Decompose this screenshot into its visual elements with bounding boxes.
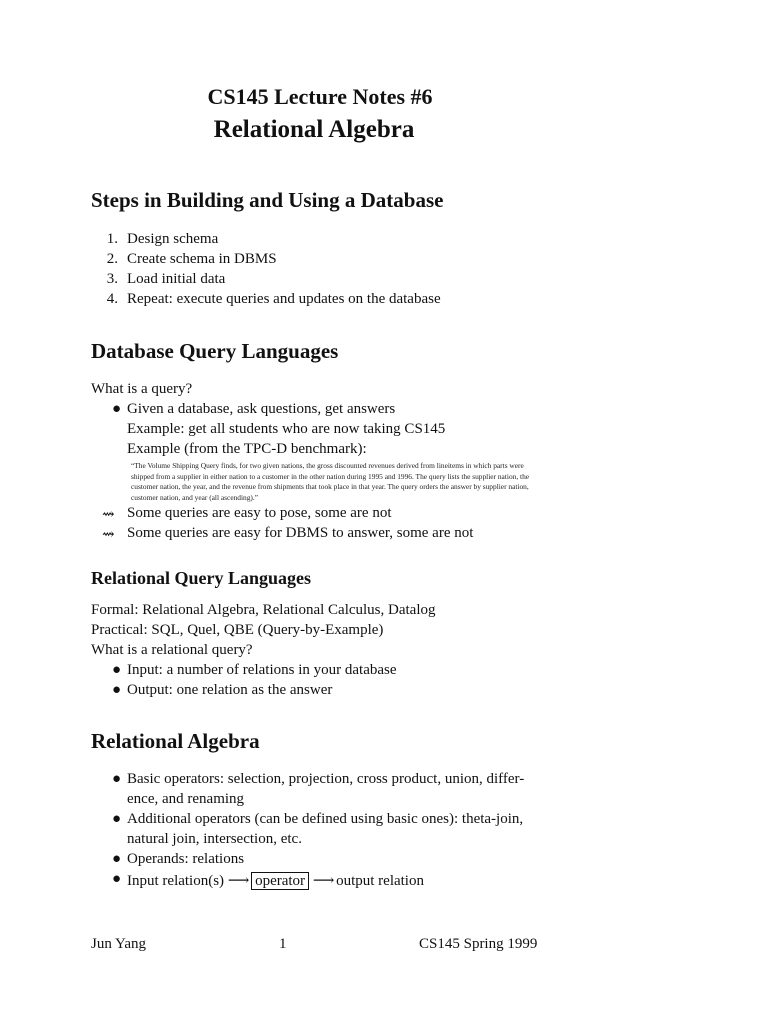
section-heading-steps: Steps in Building and Using a Database xyxy=(91,188,444,212)
footer-course: CS145 Spring 1999 xyxy=(419,936,538,952)
leads-to-icon: ⇝ xyxy=(102,507,115,523)
bullet-icon: ● xyxy=(112,401,122,417)
list-item: Create schema in DBMS xyxy=(127,251,277,267)
bullet-text-continued: natural join, intersection, etc. xyxy=(127,831,302,847)
bullet-text-continued: ence, and renaming xyxy=(127,791,245,807)
bullet-text: Input: a number of relations in your database xyxy=(127,662,397,678)
list-item: Repeat: execute queries and updates on the database xyxy=(127,291,441,307)
arrow-right-icon: ⟶ xyxy=(227,873,248,889)
arrow-right-icon: ⟶ xyxy=(312,873,333,889)
list-number: 2. xyxy=(106,251,118,267)
leads-to-icon: ⇝ xyxy=(102,527,115,543)
list-item: Load initial data xyxy=(127,271,226,287)
lecture-title: CS145 Lecture Notes #6 xyxy=(207,84,433,109)
footer-page-number: 1 xyxy=(279,936,287,952)
section-heading-relational-query: Relational Query Languages xyxy=(91,568,312,588)
note-text: Some queries are easy to pose, some are not xyxy=(127,505,392,521)
bullet-text: Output: one relation as the answer xyxy=(127,682,333,698)
list-item: Design schema xyxy=(127,231,219,247)
input-relation-label: Input relation(s) xyxy=(127,873,225,889)
bullet-icon: ● xyxy=(112,871,122,887)
example-text: Example: get all students who are now taking CS145 xyxy=(127,421,446,437)
example-text: Example (from the TPC-D benchmark): xyxy=(127,441,367,457)
output-relation-label: output relation xyxy=(336,873,424,889)
note-text: Some queries are easy for DBMS to answer, some are not xyxy=(127,525,474,541)
paragraph-text: What is a query? xyxy=(91,381,193,397)
paragraph-text: What is a relational query? xyxy=(91,642,253,658)
section-heading-query-languages: Database Query Languages xyxy=(91,339,339,363)
list-number: 4. xyxy=(106,291,118,307)
bullet-icon: ● xyxy=(112,682,122,698)
tpcd-quote: “The Volume Shipping Query finds, for two given nations, the gross discounted revenues derived from lineitems in which parts were shipped from a supplier in either nation to a customer in the other nation during 1995 and 1996. The query lists the supplier nation, the customer nation, the year, and the revenue from shipments that took place in that year. The query orders the answer by supplier nation, customer nation, and year (all ascending).” xyxy=(131,461,530,502)
section-heading-relational-algebra: Relational Algebra xyxy=(91,729,260,753)
lecture-subtitle: Relational Algebra xyxy=(213,116,415,143)
bullet-icon: ● xyxy=(112,851,122,867)
bullet-text: Basic operators: selection, projection, cross product, union, differ- xyxy=(127,771,525,787)
bullet-text: Given a database, ask questions, get answers xyxy=(127,401,396,417)
bullet-icon: ● xyxy=(112,771,122,787)
operator-box: operator xyxy=(251,872,309,890)
list-number: 3. xyxy=(106,271,118,287)
footer-author: Jun Yang xyxy=(91,936,147,952)
bullet-text: Additional operators (can be defined using basic ones): theta-join, xyxy=(127,811,524,827)
bullet-text: Operands: relations xyxy=(127,851,245,867)
list-number: 1. xyxy=(106,231,118,247)
bullet-icon: ● xyxy=(112,662,122,678)
paragraph-text: Practical: SQL, Quel, QBE (Query-by-Example) xyxy=(91,622,384,638)
bullet-icon: ● xyxy=(112,811,122,827)
operator-diagram-line xyxy=(127,871,424,890)
paragraph-text: Formal: Relational Algebra, Relational Calculus, Datalog xyxy=(91,602,436,618)
